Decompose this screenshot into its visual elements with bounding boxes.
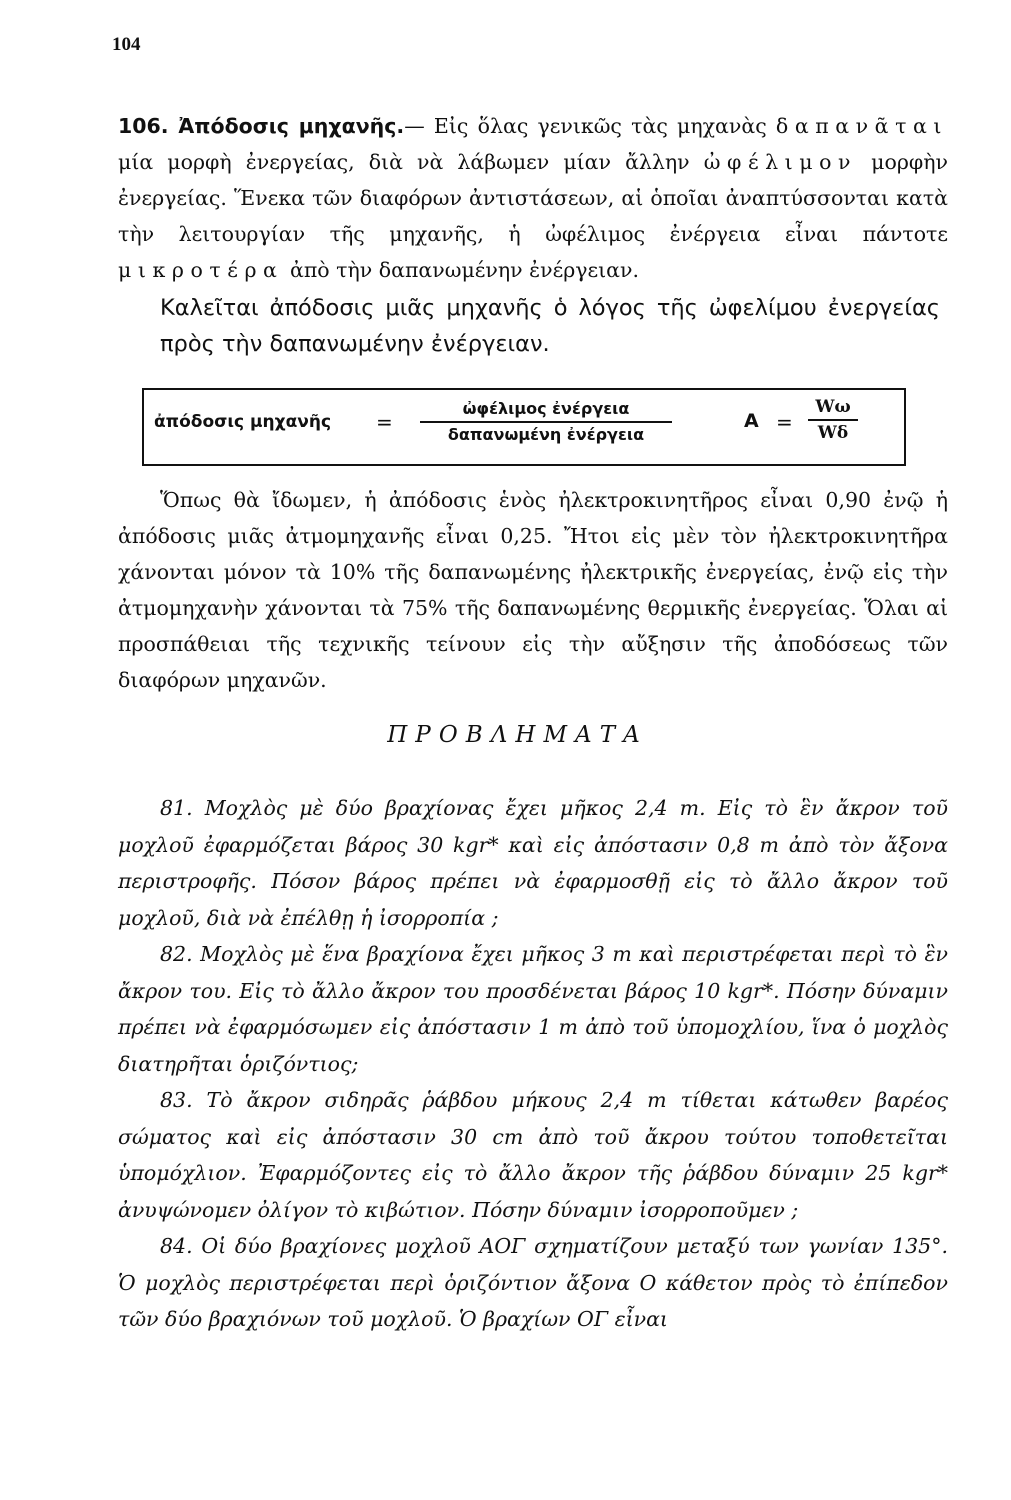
formula-label: ἀπόδοσις μηχανῆς — [154, 412, 332, 432]
problem-83: 83. Τὸ ἄκρον σιδηρᾶς ῥάβδου μήκους 2,4 m τίθεται κάτωθεν βαρέος σώματος καὶ εἰς ἀπόστασιν 30 cm ἀπὸ τοῦ ἄκρου τούτου τοποθετεῖται ὑπομόχλιον. Ἐφαρμόζοντες εἰς τὸ ἄλλο ἄκρον τῆς ῥάβδου δύναμιν 25 kgr* ἀνυψώνομεν ὀλίγον τὸ κιβώτιον. Πόσην δύναμιν ἰσορροποῦμεν ; — [118, 1088, 948, 1222]
problems-list — [118, 790, 948, 1338]
formula-box — [142, 388, 906, 466]
formula-symbol-equals: = — [776, 410, 793, 434]
section-106-paragraph — [118, 108, 948, 288]
section-spaced-c: μικροτέρα — [118, 258, 284, 282]
section-spaced-b: ὠφέλιμον — [703, 150, 858, 174]
section-heading: 106. Ἀπόδοσις μηχανῆς. — [118, 114, 405, 138]
formula-numerator: ὠφέλιμος ἐνέργεια — [462, 399, 630, 418]
section-text-d: ἀπὸ τὴν δαπανωμένην ἐνέργειαν. — [283, 258, 639, 282]
section-spaced-a: δαπανᾶται — [775, 114, 948, 138]
problem-81: 81. Μοχλὸς μὲ δύο βραχίονας ἔχει μῆκος 2,4 m. Εἰς τὸ ἓν ἄκρον τοῦ μοχλοῦ ἐφαρμόζεται βάρος 30 kgr* καὶ εἰς ἀπόστασιν 0,8 m ἀπὸ τὸν ἄξονα περιστροφῆς. Πόσον βάρος πρέπει νὰ ἐφαρμοσθῇ εἰς τὸ ἄλλο ἄκρον τοῦ μοχλοῦ, διὰ νὰ ἐπέλθῃ ἡ ἰσορροπία ; — [118, 796, 948, 930]
fraction-bar-2 — [808, 419, 858, 421]
efficiency-examples-paragraph: Ὅπως θὰ ἴδωμεν, ἡ ἀπόδοσις ἑνὸς ἠλεκτροκινητῆρος εἶναι 0,90 ἐνῷ ἡ ἀπόδοσις μιᾶς ἀτμομηχανῆς εἶναι 0,25. Ἤτοι εἰς μὲν τὸν ἠλεκτροκινητῆρα χάνονται μόνον τὰ 10% τῆς δαπανωμένης ἠλεκτρικῆς ἐνεργείας, ἐνῷ εἰς τὴν ἀτμομηχανὴν χάνονται τὰ 75% τῆς δαπανωμένης θερμικῆς ἐνεργείας. Ὅλαι αἱ προσπάθειαι τῆς τεχνικῆς τείνουν εἰς τὴν αὔξησιν τῆς ἀποδόσεως τῶν διαφόρων μηχανῶν. — [118, 488, 948, 692]
formula-symbol: A — [744, 410, 759, 432]
formula-symbol-denominator: Wδ — [817, 422, 849, 443]
section-text-c: μορφὴν ἐνεργείας. Ἕνεκα τῶν διαφόρων ἀντιστάσεων, αἱ ὁποῖαι ἀναπτύσσονται κατὰ τὴν λειτουργίαν τῆς μηχανῆς, ἡ ὠφέλιμος ἐνέργεια εἶναι πάντοτε — [118, 150, 948, 246]
formula-equals: = — [376, 410, 393, 434]
page-number: 104 — [112, 34, 141, 55]
problems-title: ΠΡΟΒΛΗΜΑΤΑ — [387, 722, 648, 748]
section-text-a: — Εἰς ὅλας γενικῶς τὰς μηχανὰς — [404, 114, 776, 138]
definition-text: Καλεῖται ἀπόδοσις μιᾶς μηχανῆς ὁ λόγος τῆς ὠφελίμου ἐνεργείας πρὸς τὴν δαπανωμένην ἐνέργειαν. — [160, 295, 940, 357]
formula-symbol-fraction — [802, 396, 864, 444]
problem-84: 84. Οἱ δύο βραχίονες μοχλοῦ ΑΟΓ σχηματίζουν μεταξύ των γωνίαν 135°. Ὁ μοχλὸς περιστρέφεται περὶ ὁριζόντιον ἄξονα Ο κάθετον πρὸς τὸ ἐπίπεδον τῶν δύο βραχιόνων τοῦ μοχλοῦ. Ὁ βραχίων ΟΓ εἶναι — [118, 1234, 948, 1331]
fraction-bar — [420, 421, 672, 423]
problem-82: 82. Μοχλὸς μὲ ἕνα βραχίονα ἔχει μῆκος 3 m καὶ περιστρέφεται περὶ τὸ ἓν ἄκρον του. Εἰς τὸ ἄλλο ἄκρον του προσδένεται βάρος 10 kgr*. Πόσην δύναμιν πρέπει νὰ ἐφαρμόσωμεν εἰς ἀπόστασιν 1 m ἀπὸ τοῦ ὑπομοχλίου, ἵνα ὁ μοχλὸς διατηρῆται ὁριζόντιος; — [118, 942, 948, 1076]
formula-fraction — [406, 398, 686, 446]
formula-denominator: δαπανωμένη ἐνέργεια — [447, 424, 645, 444]
section-text-b: μία μορφὴ ἐνεργείας, διὰ νὰ λάβωμεν μίαν ἄλλην — [118, 150, 704, 174]
formula-symbol-numerator: Wω — [815, 397, 851, 417]
